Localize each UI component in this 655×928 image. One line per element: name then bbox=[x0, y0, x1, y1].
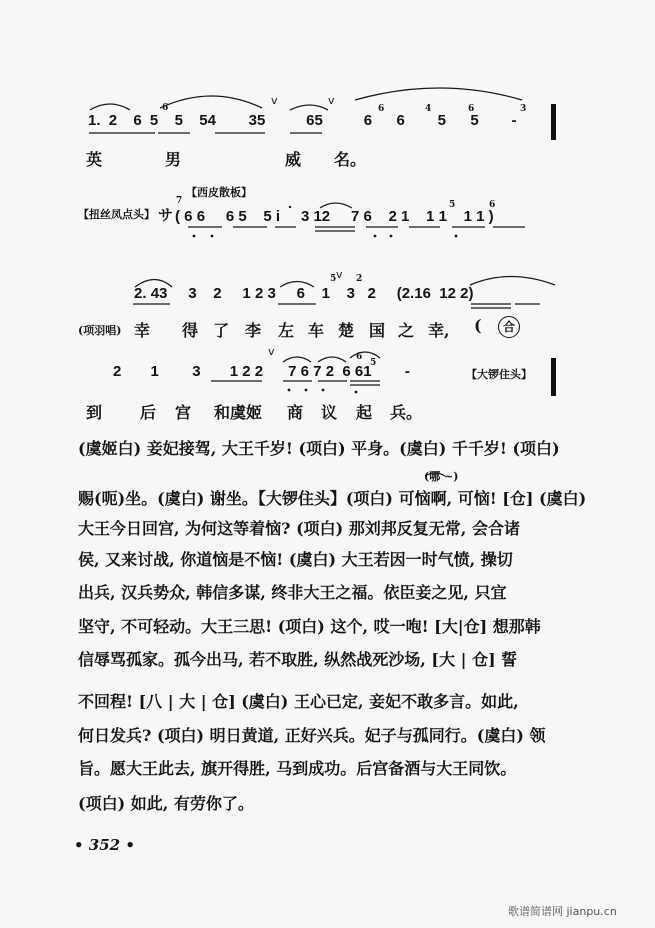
prose-line: (项白) 如此, 有劳你了。 bbox=[78, 794, 254, 813]
lyric: 议 bbox=[321, 403, 338, 422]
lyric: 国 bbox=[369, 321, 386, 340]
sanban-symbol: サ bbox=[158, 206, 174, 224]
grace-note: 2 bbox=[356, 274, 363, 284]
line2-notation: ( 6 6 6 5 5 i 3 12 7 6 2 1 1 1 1 1 ) bbox=[175, 208, 494, 225]
prose-line: 大王今日回宫, 为何这等着恼? (项白) 那刘邦反复无常, 会合诸 bbox=[78, 519, 520, 538]
prose-line: 不回程! [八 | 大 | 仓] (虞白) 王心已定, 妾妃不敢多言。如此, bbox=[78, 692, 519, 711]
final-barline bbox=[551, 104, 556, 140]
grace-note: 6 bbox=[162, 103, 169, 113]
breath-mark: v bbox=[271, 94, 278, 107]
slur bbox=[355, 88, 522, 100]
grace-note: 7 bbox=[176, 196, 183, 206]
lyric: 得 bbox=[182, 321, 199, 340]
line1-notation: 1. 2 6 5 5 54 35 65 6 6 5 5 - bbox=[88, 112, 517, 129]
lyric: 幸 bbox=[134, 321, 151, 340]
luogu-label: 【扭丝凤点头】 bbox=[78, 208, 155, 221]
grace-note: 5 bbox=[449, 200, 456, 210]
grace-note: 6 bbox=[356, 352, 363, 362]
grace-note: 3 bbox=[520, 104, 527, 114]
page-number: • 352 • bbox=[74, 836, 135, 854]
grace-note: 5 bbox=[330, 274, 337, 284]
lyric: 楚 bbox=[338, 321, 355, 340]
grace-note: 6 bbox=[489, 200, 496, 210]
grace-note: 4 bbox=[425, 104, 432, 114]
lyric: 威 bbox=[285, 150, 302, 169]
grace-note: 6 bbox=[378, 104, 385, 114]
speaker-label: (项羽唱) bbox=[78, 324, 122, 337]
prose-line: 赐(呃)坐。(虞白) 谢坐。【大锣住头】(项白) 可恼啊, 可恼! [仓] (虞白) bbox=[78, 489, 587, 508]
prose-line: 信辱骂孤家。孤今出马, 若不取胜, 纵然战死沙场, [大 | 仓] 誓 bbox=[78, 650, 518, 669]
banqiang-label: 【西皮散板】 bbox=[186, 186, 252, 199]
prose-line: 坚守, 不可轻动。大王三思! (项白) 这个, 哎一咆! [大|仓] 想那韩 bbox=[78, 617, 541, 636]
slur bbox=[470, 277, 555, 286]
line3-notation: 2. 43 3 2 1 2 3 6 1 3 2 (2.16 12 2) bbox=[134, 285, 474, 302]
prose-line: 旨。愿大王此去, 旗开得胜, 马到成功。后宫备酒与大王同饮。 bbox=[78, 759, 517, 778]
lyric: 名。 bbox=[334, 150, 367, 169]
lyric: 英 bbox=[86, 150, 103, 169]
prose-line: (虞姬白) 妾妃接驾, 大王千岁! (项白) 平身。(虞白) 千千岁! (项白) bbox=[78, 439, 560, 458]
prose-line: 侯, 又来讨战, 你道恼是不恼! (虞白) 大王若因一时气愤, 操切 bbox=[78, 550, 513, 569]
lyric: 和虞姬 bbox=[214, 403, 263, 422]
breath-mark: v bbox=[328, 94, 335, 107]
prose-annotation: (哪 ~) bbox=[424, 470, 459, 483]
lyric: 宫 bbox=[175, 403, 192, 422]
slur bbox=[290, 105, 328, 110]
grace-note: 5 bbox=[370, 358, 377, 368]
lyric: 左 bbox=[278, 321, 295, 340]
watermark: 歌谱简谱网 jianpu.cn bbox=[508, 905, 617, 918]
slur bbox=[318, 357, 346, 362]
lyric: 兵。 bbox=[390, 403, 423, 422]
breath-mark: v bbox=[268, 345, 275, 358]
slur bbox=[160, 96, 262, 108]
percussion-he: 合 bbox=[498, 316, 520, 338]
lyric: 车 bbox=[308, 321, 325, 340]
lyric-paren: ( bbox=[474, 316, 482, 335]
lyric: 之 bbox=[398, 321, 415, 340]
lyric: 后 bbox=[140, 403, 157, 422]
grace-note: 6 bbox=[468, 104, 475, 114]
lyric: 到 bbox=[86, 403, 103, 422]
prose-line: 出兵, 汉兵势众, 韩信多谋, 终非大王之福。依臣妾之见, 只宜 bbox=[78, 583, 507, 602]
lyric: 男 bbox=[165, 150, 182, 169]
lyric: 商 bbox=[287, 403, 304, 422]
slur bbox=[283, 357, 311, 362]
breath-mark: v bbox=[336, 268, 343, 281]
lyric: 了 bbox=[213, 321, 230, 340]
line4-notation: 2 1 3 1 2 2 7 6 7 2 6 61 - bbox=[113, 363, 410, 380]
lyric: 李 bbox=[245, 321, 262, 340]
prose-line: 何日发兵? (项白) 明日黄道, 正好兴兵。妃子与孤同行。(虞白) 领 bbox=[78, 726, 546, 745]
luogu-end-label: 【大锣住头】 bbox=[466, 368, 532, 381]
lyric: 幸, bbox=[428, 321, 450, 340]
final-barline bbox=[551, 358, 556, 396]
slur bbox=[90, 104, 130, 110]
lyric: 起 bbox=[356, 403, 373, 422]
